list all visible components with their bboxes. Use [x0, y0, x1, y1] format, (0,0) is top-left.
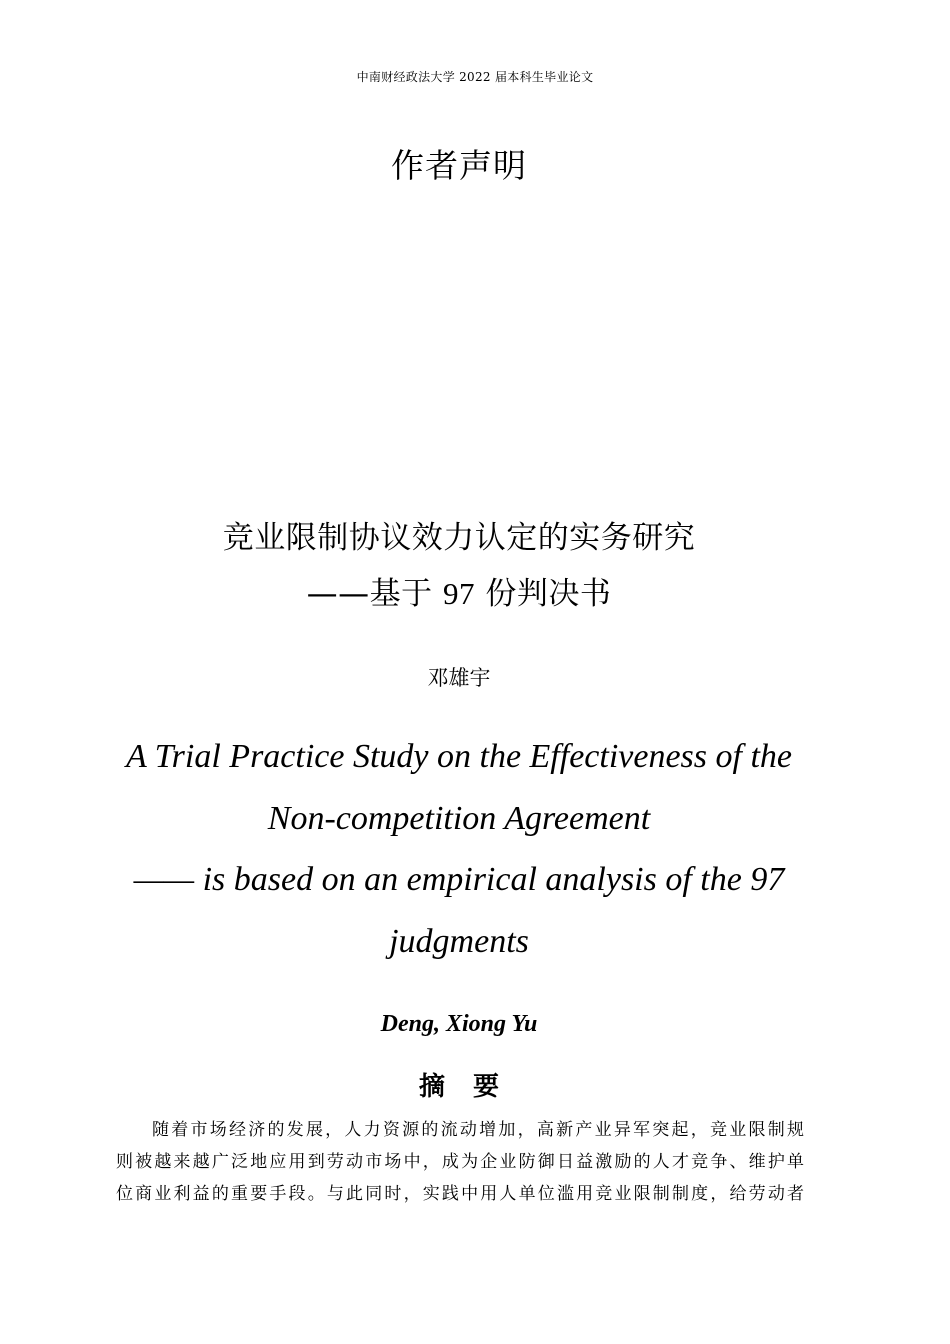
chinese-subtitle-prefix: ——基于: [306, 576, 443, 612]
chinese-title-line-2: [0, 568, 918, 613]
english-title-line-3: —— is based on an empirical analysis of the 97: [133, 861, 785, 898]
chinese-subtitle-suffix: 份判决书: [475, 576, 612, 612]
abstract-line-3: 位商业利益的重要手段。与此同时，实践中用人单位滥用竞业限制制度，给劳动者: [116, 1184, 804, 1204]
chinese-title-line-1: 竞业限制协议效力认定的实务研究: [222, 520, 696, 556]
english-title-line-4: judgments: [389, 923, 529, 960]
abstract-line-1: 随着市场经济的发展，人力资源的流动增加，高新产业异军突起，竞业限制规: [152, 1120, 804, 1140]
abstract-line-2: 则被越来越广泛地应用到劳动市场中，成为企业防御日益激励的人才竞争、维护单: [116, 1152, 804, 1172]
english-title-line-2: Non-competition Agreement: [267, 800, 651, 837]
abstract-body: [116, 1114, 804, 1210]
chinese-subtitle-number: 97: [443, 576, 475, 611]
declaration-title: 作者声明: [391, 146, 527, 185]
english-title-line-1: A Trial Practice Study on the Effectiveness of the: [125, 738, 792, 775]
english-author-name: Deng, Xiong Yu: [380, 1011, 538, 1037]
running-header: 中南财经政法大学 2022 届本科生毕业论文: [356, 70, 594, 84]
abstract-heading: 摘要: [418, 1072, 527, 1102]
chinese-author-name: 邓雄宇: [427, 666, 491, 690]
